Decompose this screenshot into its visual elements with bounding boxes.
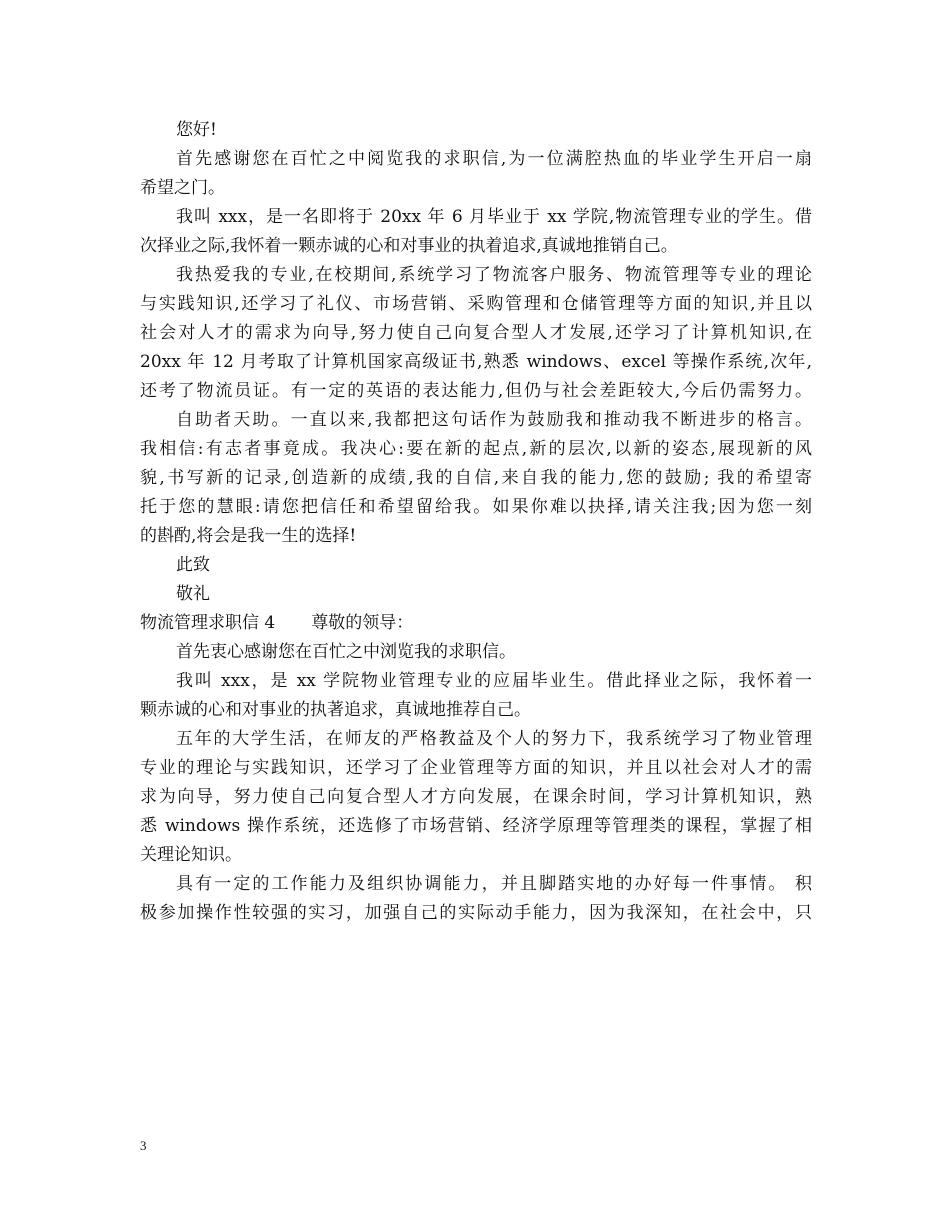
salutation: 尊敬的领导： <box>311 613 414 633</box>
closing-line: 此致 <box>176 555 210 575</box>
section-title: 物流管理求职信 4 <box>140 613 276 633</box>
paragraph-line: 专业的理论与实践知识，还学习了企业管理等方面的知识，并且以社会对人才的需 <box>140 758 812 778</box>
paragraph-line: 我热爱我的专业,在校期间,系统学习了物流客户服务、物流管理等专业的理论 <box>176 265 812 285</box>
paragraph-line: 我叫 xxx，是一名即将于 20xx 年 6 月毕业于 xx 学院,物流管理专业的学生。借 <box>176 207 812 227</box>
paragraph-line: 五年的大学生活，在师友的严格教益及个人的努力下，我系统学习了物业管理 <box>176 729 812 749</box>
paragraph-line: 极参加操作性较强的实习，加强自己的实际动手能力，因为我深知，在社会中，只 <box>140 903 812 923</box>
paragraph-line: 具有一定的工作能力及组织协调能力，并且脚踏实地的办好每一件事情。 积 <box>176 874 812 894</box>
closing-line: 敬礼 <box>176 584 210 604</box>
paragraph-line: 首先衷心感谢您在百忙之中浏览我的求职信。 <box>176 642 516 662</box>
paragraph-line: 希望之门。 <box>140 178 225 198</box>
paragraph-line: 与实践知识,还学习了礼仪、市场营销、采购管理和仓储管理等方面的知识,并且以 <box>140 294 812 314</box>
paragraph-line: 次择业之际,我怀着一颗赤诚的心和对事业的执着追求,真诚地推销自己。 <box>140 236 678 256</box>
paragraph-line: 关理论知识。 <box>140 845 242 865</box>
paragraph-line: 首先感谢您在百忙之中阅览我的求职信,为一位满腔热血的毕业学生开启一扇 <box>176 149 812 169</box>
paragraph-line: 我叫 xxx，是 xx 学院物业管理专业的应届毕业生。借此择业之际，我怀着一 <box>176 671 812 691</box>
letter-body <box>140 116 812 928</box>
page-number: 3 <box>140 1138 147 1153</box>
paragraph-line: 的斟酌,将会是我一生的选择! <box>140 526 357 546</box>
paragraph-line: 20xx 年 12 月考取了计算机国家高级证书,熟悉 windows、excel 等操作系统,次年, <box>140 352 812 372</box>
paragraph-line: 悉 windows 操作系统，还选修了市场营销、经济学原理等管理类的课程，掌握了相 <box>140 816 812 836</box>
paragraph-line: 我相信:有志者事竟成。我决心:要在新的起点,新的层次,以新的姿态,展现新的风 <box>140 439 812 459</box>
greeting: 您好! <box>176 120 217 140</box>
paragraph-line: 自助者天助。一直以来,我都把这句话作为鼓励我和推动我不断进步的格言。 <box>176 410 812 430</box>
section-heading <box>140 609 812 638</box>
paragraph-line: 托于您的慧眼:请您把信任和希望留给我。如果你难以抉择,请关注我;因为您一刻 <box>140 497 812 517</box>
paragraph-line: 颗赤诚的心和对事业的执著追求，真诚地推荐自己。 <box>140 700 531 720</box>
paragraph-line: 社会对人才的需求为向导,努力使自己向复合型人才发展,还学习了计算机知识,在 <box>140 323 812 343</box>
paragraph-line: 貌,书写新的记录,创造新的成绩,我的自信,来自我的能力,您的鼓励; 我的希望寄 <box>140 468 812 488</box>
paragraph-line: 还考了物流员证。有一定的英语的表达能力,但仍与社会差距较大,今后仍需努力。 <box>140 381 812 401</box>
paragraph-line: 求为向导，努力使自己向复合型人才方向发展，在课余时间，学习计算机知识，熟 <box>140 787 812 807</box>
